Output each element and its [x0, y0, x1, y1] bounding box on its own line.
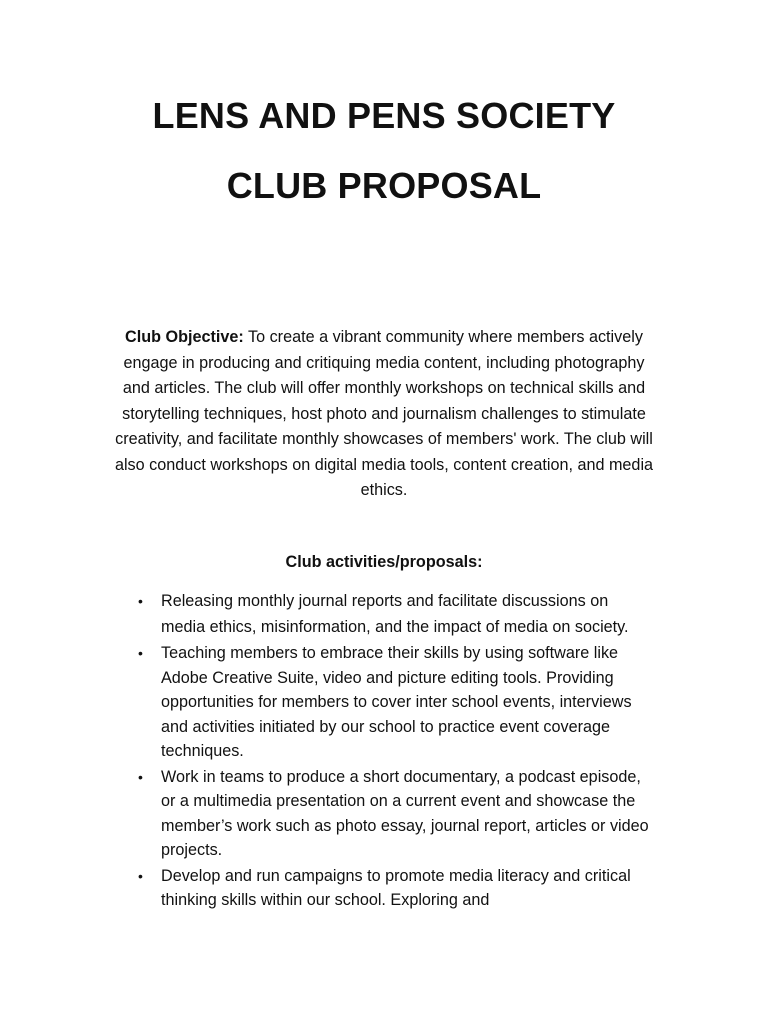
bullet-icon: •	[138, 645, 143, 661]
club-objective-label: Club Objective:	[125, 328, 244, 346]
list-item-text: Work in teams to produce a short documentary, a podcast episode, or a multimedia presentation on a current event and showcase the member’s work such as photo essay, journal report, articles or video projects.	[161, 767, 649, 859]
list-item-text: Teaching members to embrace their skills by using software like Adobe Creative Suite, video and picture editing tools. Providing opportunities for members to cover inter school events, interviews and activities initiated by our school to practice event coverage techniques.	[161, 644, 632, 760]
document-title-line2: CLUB PROPOSAL	[226, 165, 542, 206]
list-item-text: Releasing monthly journal reports and facilitate discussions on media ethics, misinformation, and the impact of media on society.	[161, 592, 629, 636]
club-activities-heading: Club activities/proposals:	[285, 553, 483, 571]
club-activities-list	[138, 588, 651, 914]
bullet-icon: •	[138, 867, 143, 884]
bullet-icon: •	[138, 768, 143, 785]
list-item	[138, 641, 651, 764]
list-item-text: Develop and run campaigns to promote media literacy and critical thinking skills within our school. Exploring and	[161, 866, 631, 909]
list-item	[138, 765, 651, 863]
club-objective-paragraph	[110, 325, 658, 504]
bullet-icon: •	[138, 593, 143, 609]
document-title-line1: LENS AND PENS SOCIETY	[152, 95, 616, 136]
club-objective-text: To create a vibrant community where members actively engage in producing and critiquing media content, including photography and articles. The club will offer monthly workshops on technical skills and storytelling techniques, host photo and journalism challenges to stimulate creativity, and facilitate monthly showcases of members' work. The club will also conduct workshops on digital media tools, content creation, and media ethics.	[114, 328, 654, 499]
list-item	[138, 588, 651, 640]
list-item	[138, 864, 651, 913]
